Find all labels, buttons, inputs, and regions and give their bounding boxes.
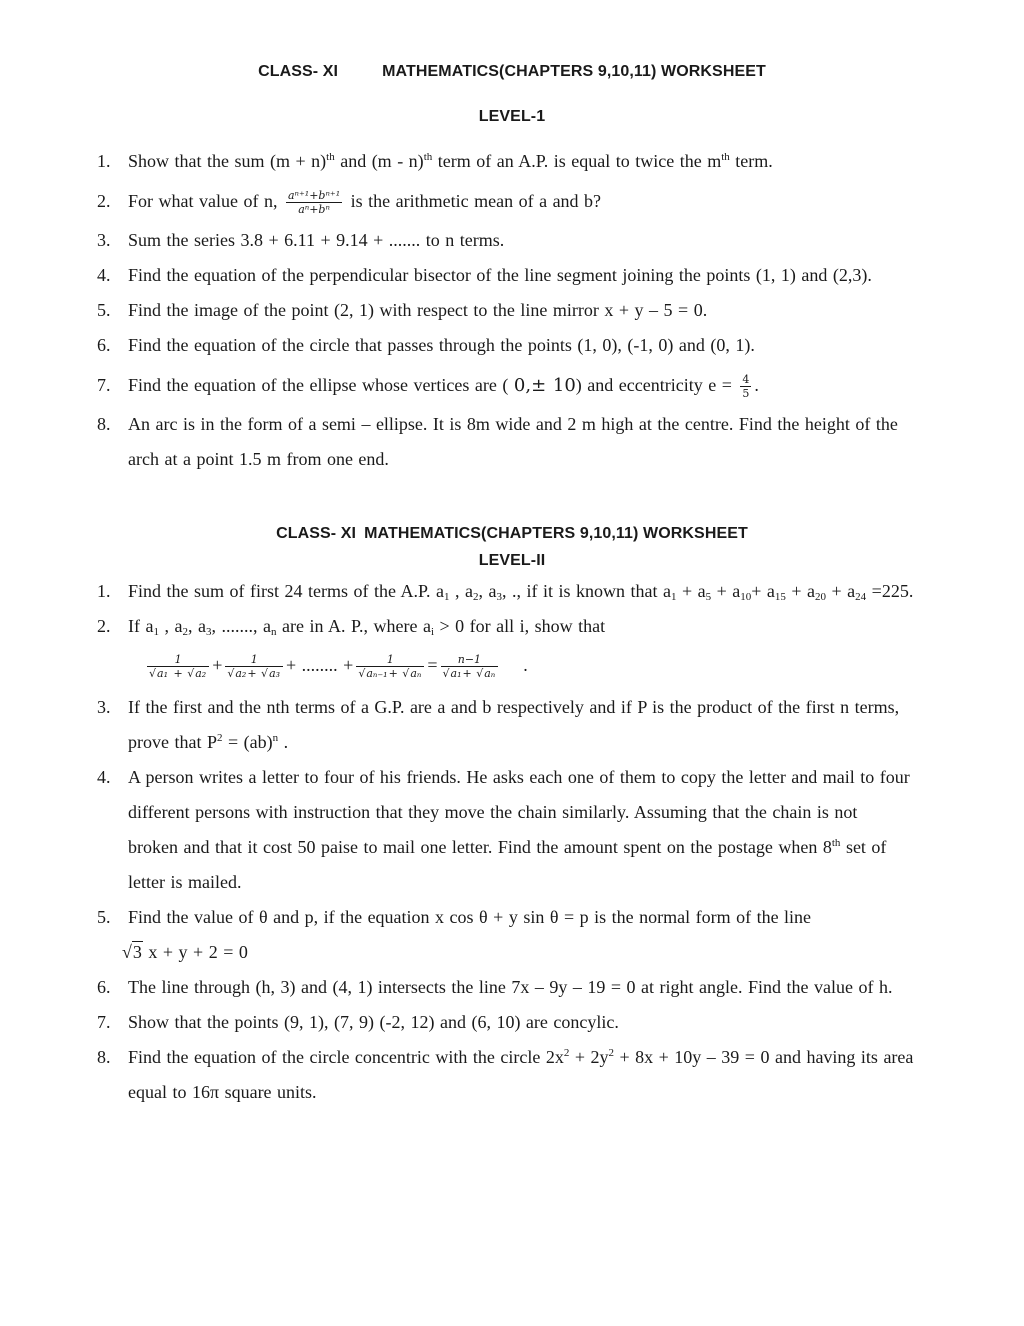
question-2-2: 2. If $a_1$ , $a_2$, $a_3$, ......., $a_n$ are in A. P., where $a_i > 0$ for all i, show that $\frac{1}{\text{√a₁ + √a₂}}$ + $\frac{1}{\text{√a₂+ √a₃}}$ + ........ + $\frac{1}{\text{√aₙ₋₁+ √aₙ}}$ = $\frac{n-1}{\text{√a₁+ √aₙ}}$ . (97, 609, 985, 690)
class-label: CLASS- XI (276, 525, 357, 542)
square-root-symbol: √ (122, 942, 132, 962)
question-2-1: 1. Find the sum of first 24 terms of the A.P. $a_1$ , $a_2$, $a_3$, ., if it is known that $a_1 + a_5 + a_{10}+ a_{15} + a_{20} + a_{24} =225$. (97, 581, 914, 603)
fraction-term-1: $\frac{1}{\text{√a₁ + √a₂}}$ (147, 653, 209, 680)
question-2-6: 6. The line through (h, 3) and (4, 1) intersects the line 7x – 9y – 19 = 0 at right angle. Find the value of h. (97, 977, 893, 997)
question-1-6: 6. Find the equation of the circle that passes through the points (1, 0), (-1, 0) and (0, 1). (97, 335, 755, 355)
class-label: CLASS- XI (258, 63, 339, 80)
mean-fraction: $\frac{\text{aⁿ⁺¹+bⁿ⁺¹}}{\text{aⁿ+bⁿ}}$ (287, 189, 341, 217)
question-1-7: 7. Find the equation of the ellipse whose vertices are ( 0,± 10) and eccentricity e = $\frac{4}{5}$ . (97, 373, 759, 401)
level-1-heading: LEVEL-1 (478, 108, 546, 125)
question-1-1: 1. Show that the sum $(m + n)^{th}$ and (m - n)$^{th}$ term of an A.P. is equal to twice the $m^{th}$ term. (97, 151, 773, 171)
question-1-4: 4. Find the equation of the perpendicular bisector of the line segment joining the points (1, 1) and (2,3). (97, 265, 872, 285)
subject-label: MATHEMATICS(CHAPTERS 9,10,11) WORKSHEET (364, 525, 748, 542)
fraction-term-n: $\frac{1}{\text{√aₙ₋₁+ √aₙ}}$ (356, 653, 424, 680)
subject-label: MATHEMATICS(CHAPTERS 9,10,11) WORKSHEET (382, 63, 766, 80)
question-1-8: 8. An arc is in the form of a semi – ellipse. It is 8m wide and 2 m high at the centre. Find the height of the arch at a point 1.5 m from one end. (97, 414, 898, 469)
worksheet-title-2 (0, 525, 1024, 543)
question-2-8: 8. Find the equation of the circle concentric with the circle $2x^2 + 2y^2 + 8x + 10y - 39 = 0$ and having its area equal to 16π square units. (97, 1047, 914, 1102)
eccentricity-fraction: $\frac{4}{5}$ (742, 373, 750, 401)
question-1-3: 3. Sum the series 3.8 + 6.11 + 9.14 + ....... to n terms. (97, 230, 505, 250)
series-identity: $\frac{1}{\text{√a₁ + √a₂}}$ + $\frac{1}{\text{√a₂+ √a₃}}$ + ........ + $\frac{1}{\text{√aₙ₋₁+ √aₙ}}$ = $\frac{n-1}{\text{√a₁+ √aₙ}}$ . (149, 653, 528, 681)
level-1-question-list (97, 144, 985, 477)
question-2-5: 5. Find the value of θ and p, if the equation x cos θ + y sin θ = p is the normal form of the line √3 x + y + 2 = 0 (97, 907, 812, 962)
question-1-2: 2. For what value of n, $\frac{\text{aⁿ⁺¹+bⁿ⁺¹}}{\text{aⁿ+bⁿ}}$ is the arithmetic mean of a and b? (97, 189, 602, 217)
question-1-5: 5. Find the image of the point (2, 1) with respect to the line mirror x + y – 5 = 0. (97, 300, 708, 320)
level-2-question-list (97, 574, 985, 1110)
fraction-result: $\frac{n-1}{\text{√a₁+ √aₙ}}$ (441, 653, 499, 680)
fraction-term-2: $\frac{1}{\text{√a₂+ √a₃}}$ (225, 653, 283, 680)
question-2-4: 4. A person writes a letter to four of his friends. He asks each one of them to copy the letter and mail to four different persons with instruction that they move the chain similarly. Assuming that the chain is not broken and that it cost 50 paise to mail one letter. Find the amount spent on the postage when 8th set of letter is mailed. (97, 767, 910, 892)
level-2-heading: LEVEL-II (478, 552, 546, 569)
question-2-7: 7. Show that the points (9, 1), (7, 9) (-2, 12) and (6, 10) are concylic. (97, 1012, 619, 1032)
worksheet-title-1 (0, 63, 1024, 81)
question-2-3: 3. If the first and the nth terms of a G.P. are a and b respectively and if P is the product of the first n terms, prove that $P^2 = (ab)^n$ . (97, 697, 900, 752)
